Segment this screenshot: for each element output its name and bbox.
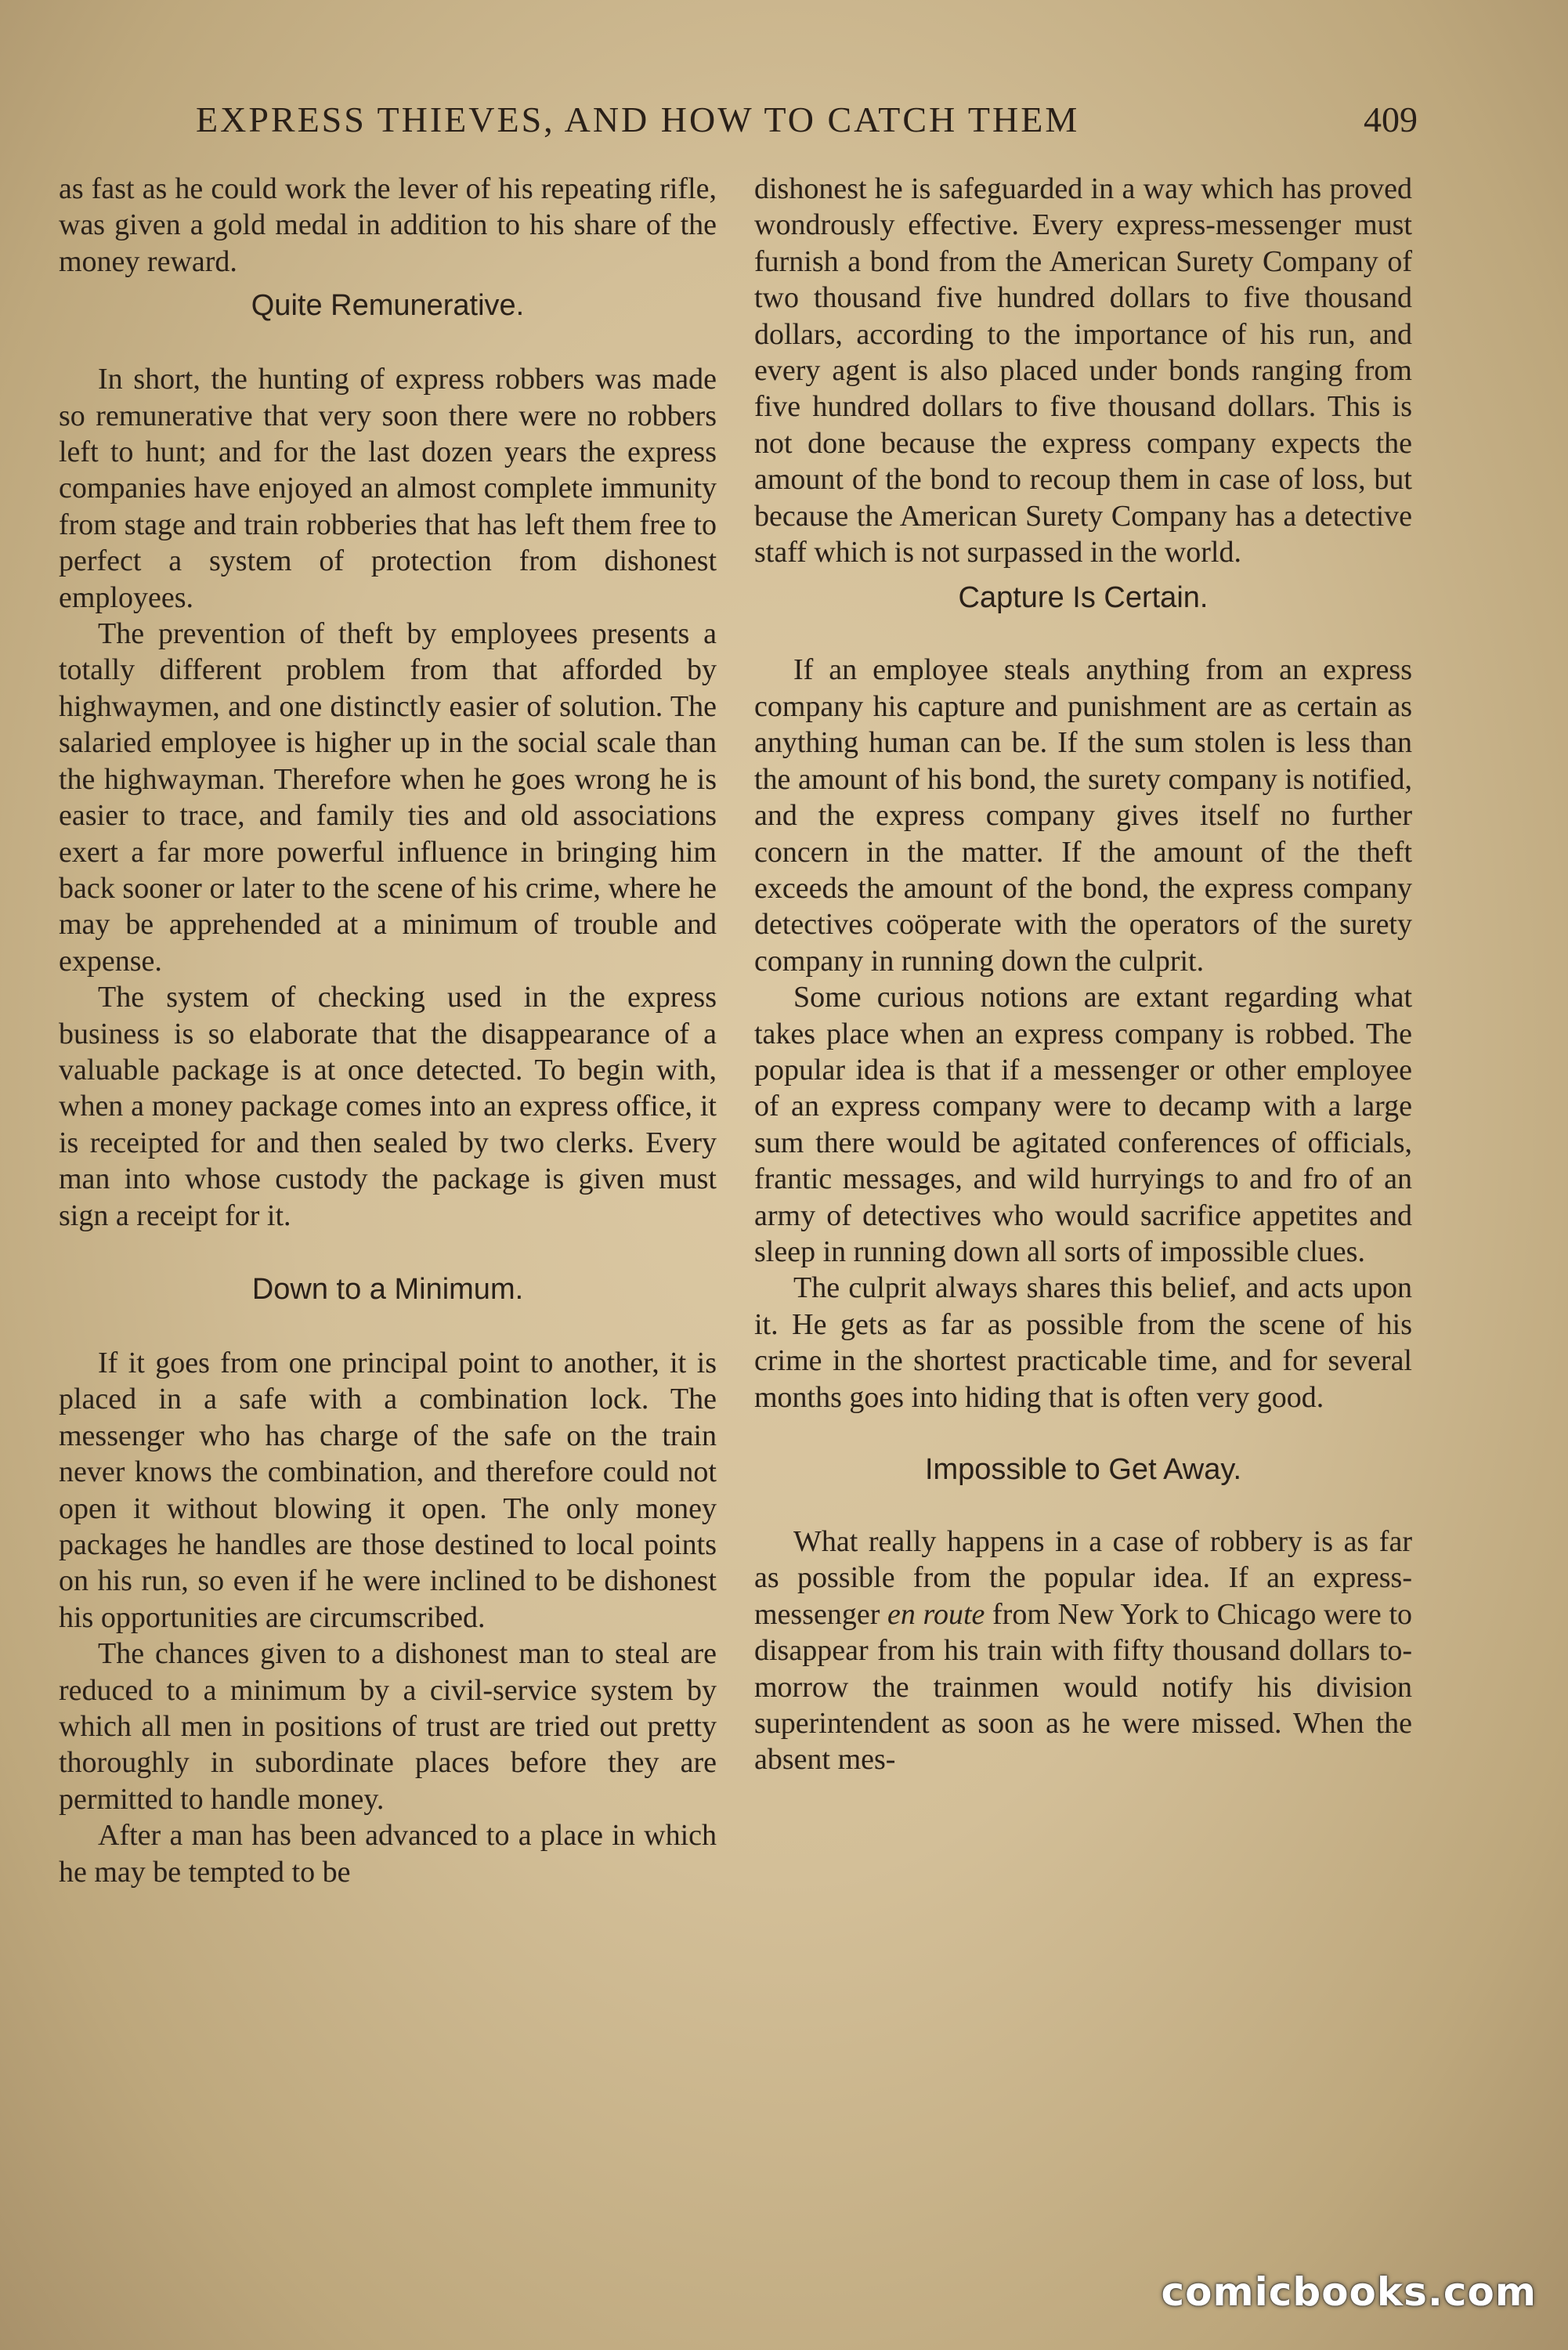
paragraph: After a man has been advanced to a place in which he may be tempted to be: [59, 1819, 717, 1889]
paragraph: The system of checking used in the express business is so elaborate that the disappearance of a valuable package is at once detected. To begin with, when a money package comes into an express office, it is receipted for and then sealed by two clerks. Every man into whose custody the package is given must sign a receipt for it.: [59, 981, 717, 1232]
italic-phrase: en route: [887, 1597, 985, 1631]
paragraph: If it goes from one principal point to another, it is placed in a safe with a combination lock. The messenger who has charge of the safe on the train never knows the combination, and therefore could not open it without blowing it open. The only money packages he handles are those destined to local points on his run, so even if he were inclined to be dishonest his opportunities are circumscribed.: [59, 1346, 717, 1634]
paragraph: as fast as he could work the lever of his repeating rifle, was given a gold medal in addition to his share of the money reward.: [59, 172, 717, 278]
paragraph: dishonest he is safeguarded in a way which has proved wondrously effective. Every express-messenger must furnish a bond from the American Surety Company of two thousand five hundred dollars to five thousand dollars, according to the importance of his run, and every agent is also placed under bonds ranging from five hundred dollars to five thousand dollars. This is not done because the express company expects the amount of the bond to recoup them in case of loss, but because the American Surety Company has a detective staff which is not surpassed in the world.: [754, 172, 1412, 569]
paragraph: Some curious notions are extant regarding what takes place when an express company is robbed. The popular idea is that if a messenger or other employee of an express company were to decamp with a large sum there would be agitated conferences of officials, frantic messages, and wild hurryings to and fro of an army of detectives who would sacrifice appetites and sleep in running down all sorts of impossible clues.: [754, 981, 1412, 1268]
paragraph-text: from New York to Chicago were to disappear from his train with fifty thousand dollars to-morrow the trainmen would notify his division superintendent as soon as he were missed. When the absent mes-: [754, 1597, 1413, 1777]
section-heading: Quite Remunerative.: [251, 289, 525, 323]
paragraph: The chances given to a dishonest man to steal are reduced to a minimum by a civil-service system by which all men in positions of trust are tried out pretty thoroughly in subordinate places before they are permitted to handle money.: [59, 1637, 717, 1816]
paragraph: In short, the hunting of express robbers was made so remunerative that very soon there were no robbers left to hunt; and for the last dozen years the express companies have enjoyed an almost complete immunity from stage and train robberies that has left them free to perfect a system of protection from dishonest employees.: [59, 363, 717, 614]
paragraph: [754, 1524, 1412, 1778]
page-header: [196, 92, 1418, 147]
section-heading: Down to a Minimum.: [251, 1272, 524, 1306]
paragraph: The culprit always shares this belief, and acts upon it. He gets as far as possible from the scene of his crime in the shortest practicable time, and for several months goes into hiding that is often very good.: [754, 1271, 1412, 1414]
paragraph-text: What really happens in a case of robbery is as far as possible from the popular idea. If an express-messenger: [754, 1525, 1412, 1631]
section-heading: Capture Is Certain.: [958, 581, 1209, 615]
paragraph: If an employee steals anything from an express company his capture and punishment are as certain as anything human can be. If the sum stolen is less than the amount of his bond, the surety company is notified, and the express company gives itself no further concern in the matter. If the amount of the theft exceeds the amount of the bond, the express company detectives coöperate with the operators of the surety company in running down the culprit.: [754, 653, 1412, 978]
page-number: 409: [1364, 99, 1418, 139]
left-column: [59, 171, 717, 1890]
section-heading: Impossible to Get Away.: [924, 1453, 1242, 1486]
watermark-logo: comicbooks.com: [1161, 2269, 1537, 2315]
running-title: EXPRESS THIEVES, AND HOW TO CATCH THEM: [196, 99, 1080, 139]
paragraph: The prevention of theft by employees presents a totally different problem from that afforded by highwaymen, and one distinctly easier of solution. The salaried employee is higher up in the social scale than the highwayman. Therefore when he goes wrong he is easier to trace, and family ties and old associations exert a far more powerful influence in bringing him back sooner or later to the scene of his crime, where he may be apprehended at a minimum of trouble and expense.: [59, 617, 717, 978]
right-column: [754, 171, 1412, 1778]
